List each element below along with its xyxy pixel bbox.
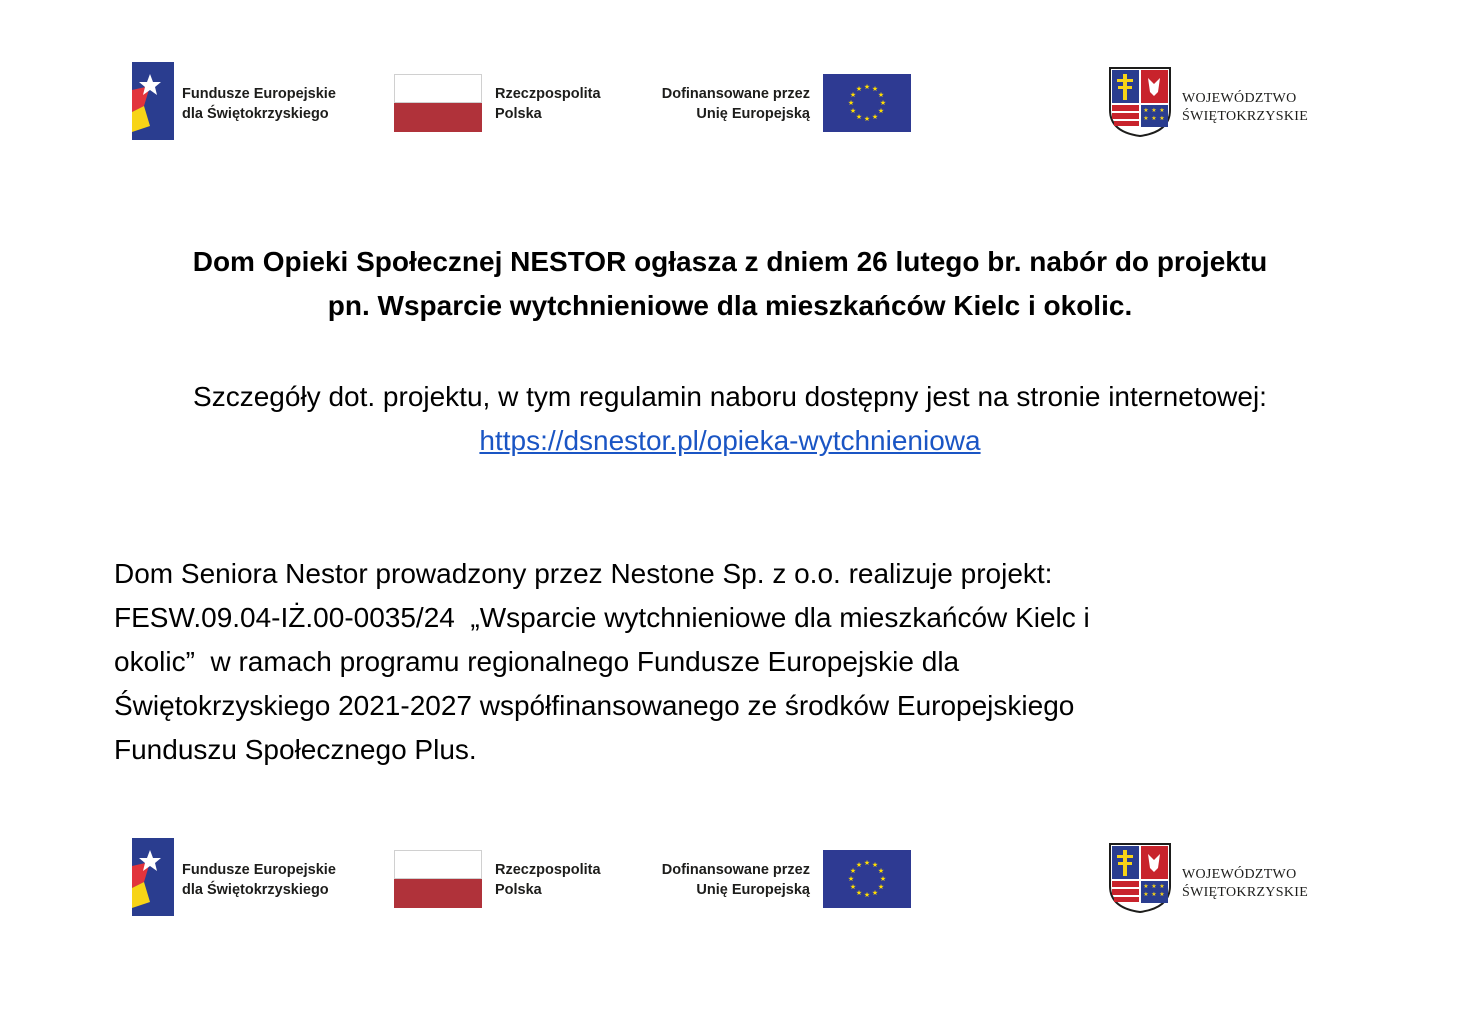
svg-text:★: ★ xyxy=(1143,891,1149,898)
svg-text:★: ★ xyxy=(1159,115,1165,122)
svg-text:★: ★ xyxy=(879,875,887,883)
svg-text:★: ★ xyxy=(863,83,871,91)
fundusze-europejskie-logo xyxy=(132,62,362,142)
coat-of-arms-icon xyxy=(1108,842,1172,914)
fe-line2: dla Świętokrzyskiego xyxy=(182,106,329,122)
svg-text:★: ★ xyxy=(855,113,863,121)
ws-logo-text xyxy=(1182,866,1308,902)
project-link[interactable]: https://dsnestor.pl/opieka-wytchnieniowa xyxy=(479,425,981,456)
ws-line1: WOJEWÓDZTWO xyxy=(1182,867,1297,882)
ws-logo-text xyxy=(1182,90,1308,126)
fe-line1: Fundusze Europejskie xyxy=(182,86,336,102)
project-line5: Funduszu Społecznego Plus. xyxy=(114,734,477,765)
svg-text:★: ★ xyxy=(879,99,887,107)
bottom-logo-bar xyxy=(0,838,1470,918)
eu-line2: Unię Europejską xyxy=(696,882,810,898)
project-line1: Dom Seniora Nestor prowadzony przez Nestone Sp. z o.o. realizuje projekt: xyxy=(114,558,1053,589)
svg-text:★: ★ xyxy=(871,85,879,93)
svg-text:★: ★ xyxy=(849,91,857,99)
rp-logo-text xyxy=(495,860,601,900)
polish-flag-icon xyxy=(394,850,482,908)
svg-text:★: ★ xyxy=(877,107,885,115)
rp-logo-text xyxy=(495,84,601,124)
svg-text:★: ★ xyxy=(847,99,855,107)
rzeczpospolita-polska-logo xyxy=(394,74,624,134)
eu-line1: Dofinansowane przez xyxy=(661,86,810,102)
eu-cofinanced-logo xyxy=(640,850,912,910)
fe-logo-text xyxy=(182,84,336,124)
svg-text:★: ★ xyxy=(855,85,863,93)
eu-logo-text xyxy=(662,860,810,900)
rp-line1: Rzeczpospolita xyxy=(495,86,601,102)
wojewodztwo-swietokrzyskie-logo xyxy=(1108,66,1328,142)
svg-text:★: ★ xyxy=(1151,107,1157,114)
project-description xyxy=(114,552,1274,772)
svg-text:★: ★ xyxy=(1143,115,1149,122)
svg-text:★: ★ xyxy=(863,115,871,123)
svg-text:★: ★ xyxy=(871,113,879,121)
top-logo-bar xyxy=(0,62,1470,142)
svg-text:★: ★ xyxy=(855,889,863,897)
svg-text:★: ★ xyxy=(1151,115,1157,122)
rp-line2: Polska xyxy=(495,882,542,898)
fe-line2: dla Świętokrzyskiego xyxy=(182,882,329,898)
svg-text:★: ★ xyxy=(871,889,879,897)
ws-line1: WOJEWÓDZTWO xyxy=(1182,91,1297,106)
svg-text:★: ★ xyxy=(877,867,885,875)
svg-text:★: ★ xyxy=(1143,107,1149,114)
rp-line2: Polska xyxy=(495,106,542,122)
svg-text:★: ★ xyxy=(849,107,857,115)
project-line2: FESW.09.04-IŻ.00-0035/24 „Wsparcie wytchnieniowe dla mieszkańców Kielc i xyxy=(114,602,1090,633)
ws-line2: ŚWIĘTOKRZYSKIE xyxy=(1182,885,1309,900)
rp-line1: Rzeczpospolita xyxy=(495,862,601,878)
svg-text:★: ★ xyxy=(1159,883,1165,890)
coat-of-arms-icon xyxy=(1108,66,1172,138)
ws-line2: ŚWIĘTOKRZYSKIE xyxy=(1182,109,1309,124)
svg-text:★: ★ xyxy=(863,859,871,867)
wojewodztwo-swietokrzyskie-logo xyxy=(1108,842,1328,918)
project-line3: okolic” w ramach programu regionalnego Fundusze Europejskie dla xyxy=(114,646,960,677)
announcement-line1: Dom Opieki Społecznej NESTOR ogłasza z dniem 26 lutego br. nabór do projektu xyxy=(192,246,1268,277)
project-details xyxy=(100,375,1360,463)
svg-text:★: ★ xyxy=(1159,891,1165,898)
eu-flag-icon xyxy=(823,74,911,132)
svg-text:★: ★ xyxy=(1143,883,1149,890)
fe-line1: Fundusze Europejskie xyxy=(182,862,336,878)
rzeczpospolita-polska-logo xyxy=(394,850,624,910)
svg-text:★: ★ xyxy=(877,91,885,99)
svg-text:★: ★ xyxy=(1151,883,1157,890)
svg-text:★: ★ xyxy=(847,875,855,883)
eu-line2: Unię Europejską xyxy=(696,106,810,122)
announcement-line2: pn. Wsparcie wytchnieniowe dla mieszkańców Kielc i okolic. xyxy=(327,290,1133,321)
svg-text:★: ★ xyxy=(871,861,879,869)
svg-text:★: ★ xyxy=(855,861,863,869)
svg-text:★: ★ xyxy=(849,867,857,875)
fe-emblem-icon xyxy=(132,62,174,140)
svg-text:★: ★ xyxy=(1159,107,1165,114)
eu-cofinanced-logo xyxy=(640,74,912,134)
svg-text:★: ★ xyxy=(863,891,871,899)
eu-logo-text xyxy=(662,84,810,124)
svg-text:★: ★ xyxy=(849,883,857,891)
eu-flag-icon xyxy=(823,850,911,908)
eu-line1: Dofinansowane przez xyxy=(661,862,810,878)
fe-logo-text xyxy=(182,860,336,900)
announcement-heading xyxy=(100,240,1360,328)
polish-flag-icon xyxy=(394,74,482,132)
svg-text:★: ★ xyxy=(877,883,885,891)
fundusze-europejskie-logo xyxy=(132,838,362,918)
svg-text:★: ★ xyxy=(1151,891,1157,898)
fe-emblem-icon xyxy=(132,838,174,916)
details-text: Szczegóły dot. projektu, w tym regulamin naboru dostępny jest na stronie internetowej: xyxy=(193,381,1267,412)
project-line4: Świętokrzyskiego 2021-2027 współfinansowanego ze środków Europejskiego xyxy=(114,690,1075,721)
